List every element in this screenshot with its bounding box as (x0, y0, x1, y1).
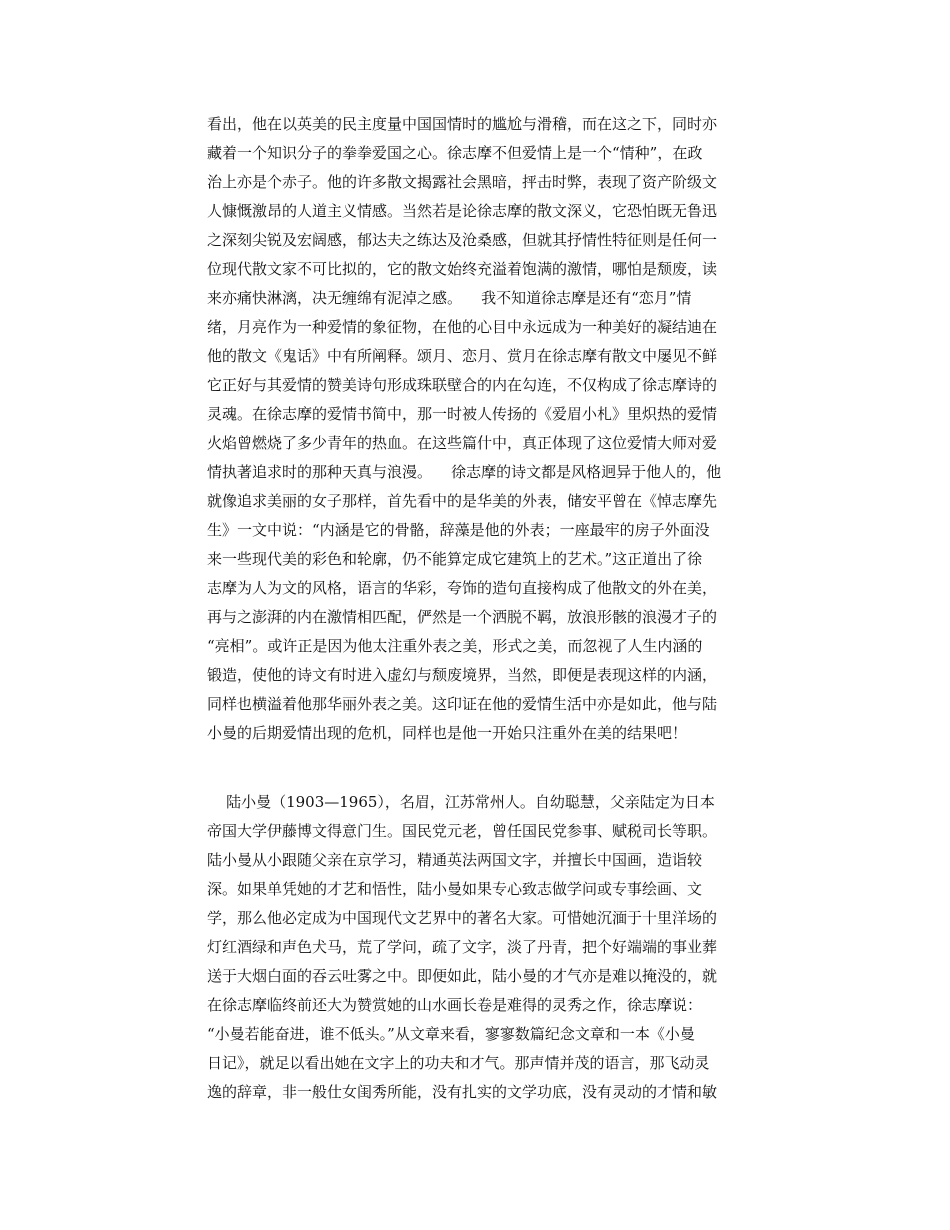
paragraph-line: 锻造，使他的诗文有时进入虚幻与颓废境界，当然，即便是表现这样的内涵， (207, 666, 718, 684)
paragraph-line: 陆小曼（1903—1965），名眉，江苏常州人。自幼聪慧，父亲陆定为日本 (207, 793, 715, 811)
paragraph-line: 之深刻尖锐及宏阔感，郁达夫之练达及沧桑感，但就其抒情性特征则是任何一 (207, 231, 718, 249)
paragraph-line: 灵魂。在徐志摩的爱情书简中，那一时被人传扬的《爱眉小札》里炽热的爱情 (207, 405, 718, 423)
paragraph-line: 学，那么他必定成为中国现代文艺界中的著名大家。可惜她沉湎于十里洋场的 (207, 909, 718, 927)
paragraph-line: 小曼的后期爱情出现的危机，同样也是他一开始只注重外在美的结果吧！ (207, 724, 688, 742)
paragraph-line: 逸的辞章，非一般仕女闺秀所能，没有扎实的文学功底，没有灵动的才情和敏 (207, 1083, 718, 1101)
paragraph-line: 治上亦是个赤子。他的许多散文揭露社会黑暗，抨击时弊，表现了资产阶级文 (207, 173, 718, 191)
paragraph-line: “小曼若能奋进，谁不低头。”从文章来看，寥寥数篇纪念文章和一本《小曼 (207, 1025, 695, 1043)
paragraph-line: 他的散文《鬼话》中有所阐释。颂月、恋月、赏月在徐志摩有散文中屡见不鲜 (207, 347, 718, 365)
paragraph-line: “亮相”。或许正是因为他太注重外表之美，形式之美，而忽视了人生内涵的 (207, 637, 703, 655)
paragraph-line: 藏着一个知识分子的拳拳爱国之心。徐志摩不但爱情上是一个“情种”，在政 (207, 144, 703, 162)
paragraph-1 (207, 110, 747, 748)
paragraph-line: 送于大烟白面的吞云吐雾之中。即便如此，陆小曼的才气亦是难以掩没的，就 (207, 967, 718, 985)
paragraph-line: 深。如果单凭她的才艺和悟性，陆小曼如果专心致志做学问或专事绘画、文 (207, 880, 703, 898)
paragraph-line: 看出，他在以英美的民主度量中国国情时的尴尬与滑稽，而在这之下，同时亦 (207, 115, 718, 133)
paragraph-line: 火焰曾燃烧了多少青年的热血。在这些篇什中，真正体现了这位爱情大师对爱 (207, 434, 718, 452)
paragraph-2 (207, 788, 747, 1107)
paragraph-line: 它正好与其爱情的赞美诗句形成珠联壁合的内在勾连，不仅构成了徐志摩诗的 (207, 376, 718, 394)
paragraph-line: 志摩为人为文的风格，语言的华彩，夸饰的造句直接构成了他散文的外在美， (207, 579, 718, 597)
paragraph-line: 来一些现代美的彩色和轮廓，仍不能算定成它建筑上的艺术。”这正道出了徐 (207, 550, 703, 568)
paragraph-line: 日记》，就足以看出她在文字上的功夫和才气。那声情并茂的语言，那飞动灵 (207, 1054, 710, 1072)
paragraph-line: 就像追求美丽的女子那样，首先看中的是华美的外表，储安平曾在《悼志摩先 (207, 492, 718, 510)
paragraph-line: 位现代散文家不可比拟的，它的散文始终充溢着饱满的激情，哪怕是颓废，读 (207, 260, 718, 278)
paragraph-line: 同样也横溢着他那华丽外表之美。这印证在他的爱情生活中亦是如此，他与陆 (207, 695, 718, 713)
paragraph-line: 陆小曼从小跟随父亲在京学习，精通英法两国文字，并擅长中国画，造诣较 (207, 851, 703, 869)
paragraph-line: 情执著追求时的那种天真与浪漫。 徐志摩的诗文都是风格迥异于他人的，他 (207, 463, 722, 481)
paragraph-line: 灯红酒绿和声色犬马，荒了学问，疏了文字，淡了丹青，把个好端端的事业葬 (207, 938, 718, 956)
paragraph-line: 人慷慨激昂的人道主义情感。当然若是论徐志摩的散文深义，它恐怕既无鲁迅 (207, 202, 718, 220)
paragraph-line: 生》一文中说：“内涵是它的骨骼，辞藻是他的外表；一座最牢的房子外面没 (207, 521, 710, 539)
paragraph-line: 来亦痛快淋漓，决无缠绵有泥淖之感。 我不知道徐志摩是还有“恋月”情 (207, 289, 692, 307)
paragraph-line: 在徐志摩临终前还大为赞赏她的山水画长卷是难得的灵秀之作，徐志摩说： (207, 996, 703, 1014)
paragraph-line: 再与之澎湃的内在激情相匹配，俨然是一个洒脱不羁，放浪形骸的浪漫才子的 (207, 608, 718, 626)
paragraph-line: 绪，月亮作为一种爱情的象征物，在他的心目中永远成为一种美好的凝结迪在 (207, 318, 718, 336)
paragraph-line: 帝国大学伊藤博文得意门生。国民党元老，曾任国民党参事、赋税司长等职。 (207, 822, 718, 840)
